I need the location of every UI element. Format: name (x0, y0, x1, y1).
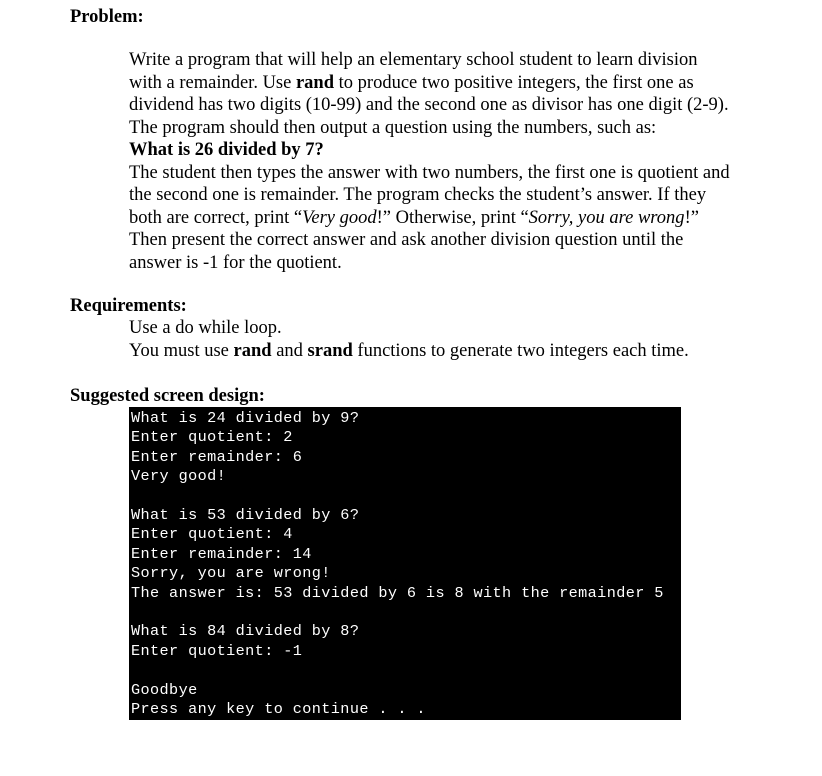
text-run: with a remainder. Use (129, 72, 296, 93)
console-line: Enter quotient: -1 (131, 641, 303, 660)
console-line (131, 487, 681, 506)
console-line: Press any key to continue . . . (131, 700, 426, 719)
console-line: What is 84 divided by 8? (131, 622, 360, 641)
console-line (131, 603, 681, 622)
console-line: Enter quotient: 4 (131, 525, 293, 544)
problem-line: The program should then output a question using the numbers, such as: (129, 117, 657, 138)
console-line: Enter remainder: 6 (131, 447, 303, 466)
console-line: Sorry, you are wrong! (131, 564, 331, 583)
very-good-text: Very good (302, 207, 377, 228)
text-run: functions to generate two integers each time. (352, 340, 689, 361)
console-line: Goodbye (131, 680, 198, 699)
problem-line: Then present the correct answer and ask another division question until the (129, 230, 684, 250)
problem-line: answer is -1 for the quotient. (129, 252, 342, 273)
console-line: What is 53 divided by 6? (131, 506, 360, 525)
requirement-line (129, 340, 779, 363)
console-window (129, 407, 681, 720)
text-run: !” Otherwise, print “ (376, 207, 529, 228)
problem-text (129, 49, 779, 274)
keyword-rand: rand (233, 340, 272, 361)
text-run: to produce two positive integers, the first one as (334, 72, 694, 93)
example-question: What is 26 divided by 7? (129, 140, 324, 160)
problem-line: dividend has two digits (10-99) and the second one as divisor has one digit (2-9). (129, 95, 729, 115)
keyword-srand: srand (307, 340, 353, 361)
keyword-rand: rand (295, 72, 335, 93)
requirement-line: Use a do while loop. (129, 318, 282, 338)
screen-design-heading: Suggested screen design: (70, 386, 265, 406)
console-line: What is 24 divided by 9? (131, 409, 360, 427)
requirements-text (129, 317, 779, 362)
sorry-text: Sorry, you are wrong (528, 207, 685, 228)
text-run: both are correct, print “ (129, 207, 303, 228)
text-run: and (271, 340, 308, 361)
console-line: Very good! (131, 467, 227, 486)
problem-heading: Problem: (70, 7, 144, 27)
console-line: Enter quotient: 2 (131, 428, 293, 447)
problem-line (129, 72, 779, 95)
problem-line: the second one is remainder. The program checks the student’s answer. If they (129, 185, 707, 205)
problem-line: Write a program that will help an elementary school student to learn division (129, 50, 698, 70)
problem-line (129, 207, 779, 230)
problem-line: The student then types the answer with two numbers, the first one is quotient and (129, 162, 730, 183)
console-line (131, 661, 681, 680)
console-line: Enter remainder: 14 (131, 544, 312, 563)
text-run: !” (684, 207, 699, 228)
console-line: The answer is: 53 divided by 6 is 8 with the remainder 5 (131, 583, 664, 602)
requirements-heading: Requirements: (70, 296, 187, 316)
text-run: You must use (129, 340, 234, 361)
